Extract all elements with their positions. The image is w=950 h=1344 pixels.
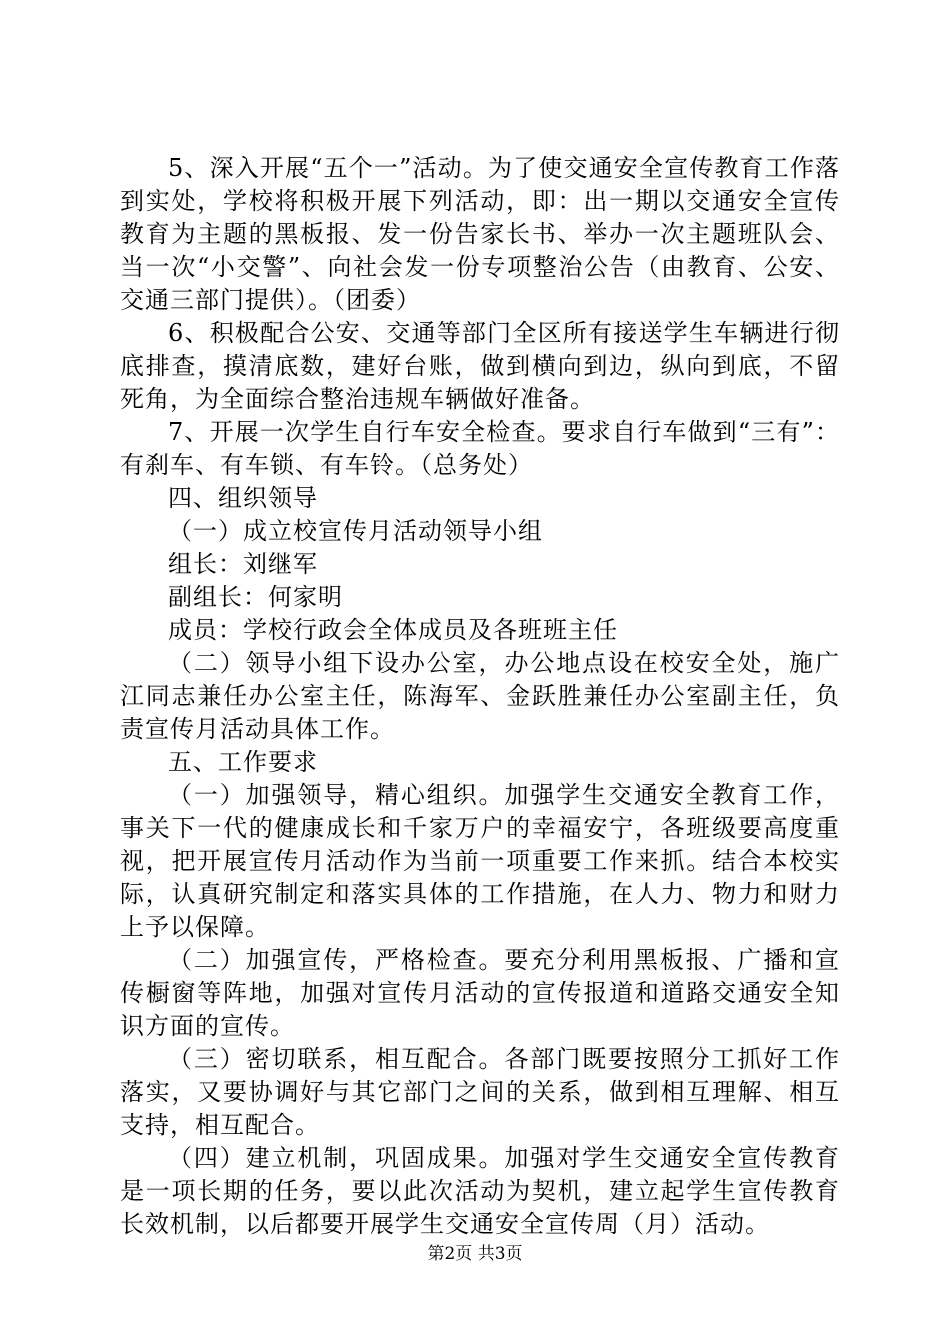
paragraph-item-7: 7、开展一次学生自行车安全检查。要求自行车做到“三有”：有刹车、有车锁、有车铃。（总务处） [120, 418, 840, 479]
paragraph-group-leader: 组长：刘继军 [168, 550, 318, 578]
paragraph-requirement-4: （四）建立机制，巩固成果。加强对学生交通安全宣传教育是一项长期的任务，要以此次活动为契机，建立起学生宣传教育长效机制，以后都要开展学生交通安全宣传周（月）活动。 [120, 1144, 840, 1238]
section-heading-organization: 四、组织领导 [168, 484, 318, 512]
paragraph-leadership-group: （一）成立校宣传月活动领导小组 [168, 517, 543, 545]
paragraph-item-6: 6、积极配合公安、交通等部门全区所有接送学生车辆进行彻底排查，摸清底数，建好台账，做到横向到边，纵向到底，不留死角，为全面综合整治违规车辆做好准备。 [120, 319, 840, 413]
paragraph-requirement-3: （三）密切联系，相互配合。各部门既要按照分工抓好工作落实，又要协调好与其它部门之间的关系，做到相互理解、相互支持，相互配合。 [120, 1045, 840, 1139]
document-body [120, 152, 840, 1241]
paragraph-deputy-leader: 副组长：何家明 [168, 583, 343, 611]
paragraph-members: 成员：学校行政会全体成员及各班班主任 [168, 616, 618, 644]
paragraph-office: （二）领导小组下设办公室，办公地点设在校安全处，施广江同志兼任办公室主任，陈海军、金跃胜兼任办公室副主任，负责宣传月活动具体工作。 [120, 649, 840, 743]
paragraph-requirement-1: （一）加强领导，精心组织。加强学生交通安全教育工作，事关下一代的健康成长和千家万户的幸福安宁，各班级要高度重视，把开展宣传月活动作为当前一项重要工作来抓。结合本校实际，认真研究制定和落实具体的工作措施，在人力、物力和财力上予以保障。 [120, 781, 840, 941]
section-heading-requirements: 五、工作要求 [168, 748, 318, 776]
paragraph-requirement-2: （二）加强宣传，严格检查。要充分利用黑板报、广播和宣传橱窗等阵地，加强对宣传月活动的宣传报道和道路交通安全知识方面的宣传。 [120, 946, 840, 1040]
paragraph-item-5: 5、深入开展“五个一”活动。为了使交通安全宣传教育工作落到实处，学校将积极开展下列活动，即：出一期以交通安全宣传教育为主题的黑板报、发一份告家长书、举办一次主题班队会、当一次“小交警”、向社会发一份专项整治公告（由教育、公安、交通三部门提供）。（团委） [120, 154, 840, 314]
page-footer: 第2页 共3页 [427, 1244, 523, 1264]
